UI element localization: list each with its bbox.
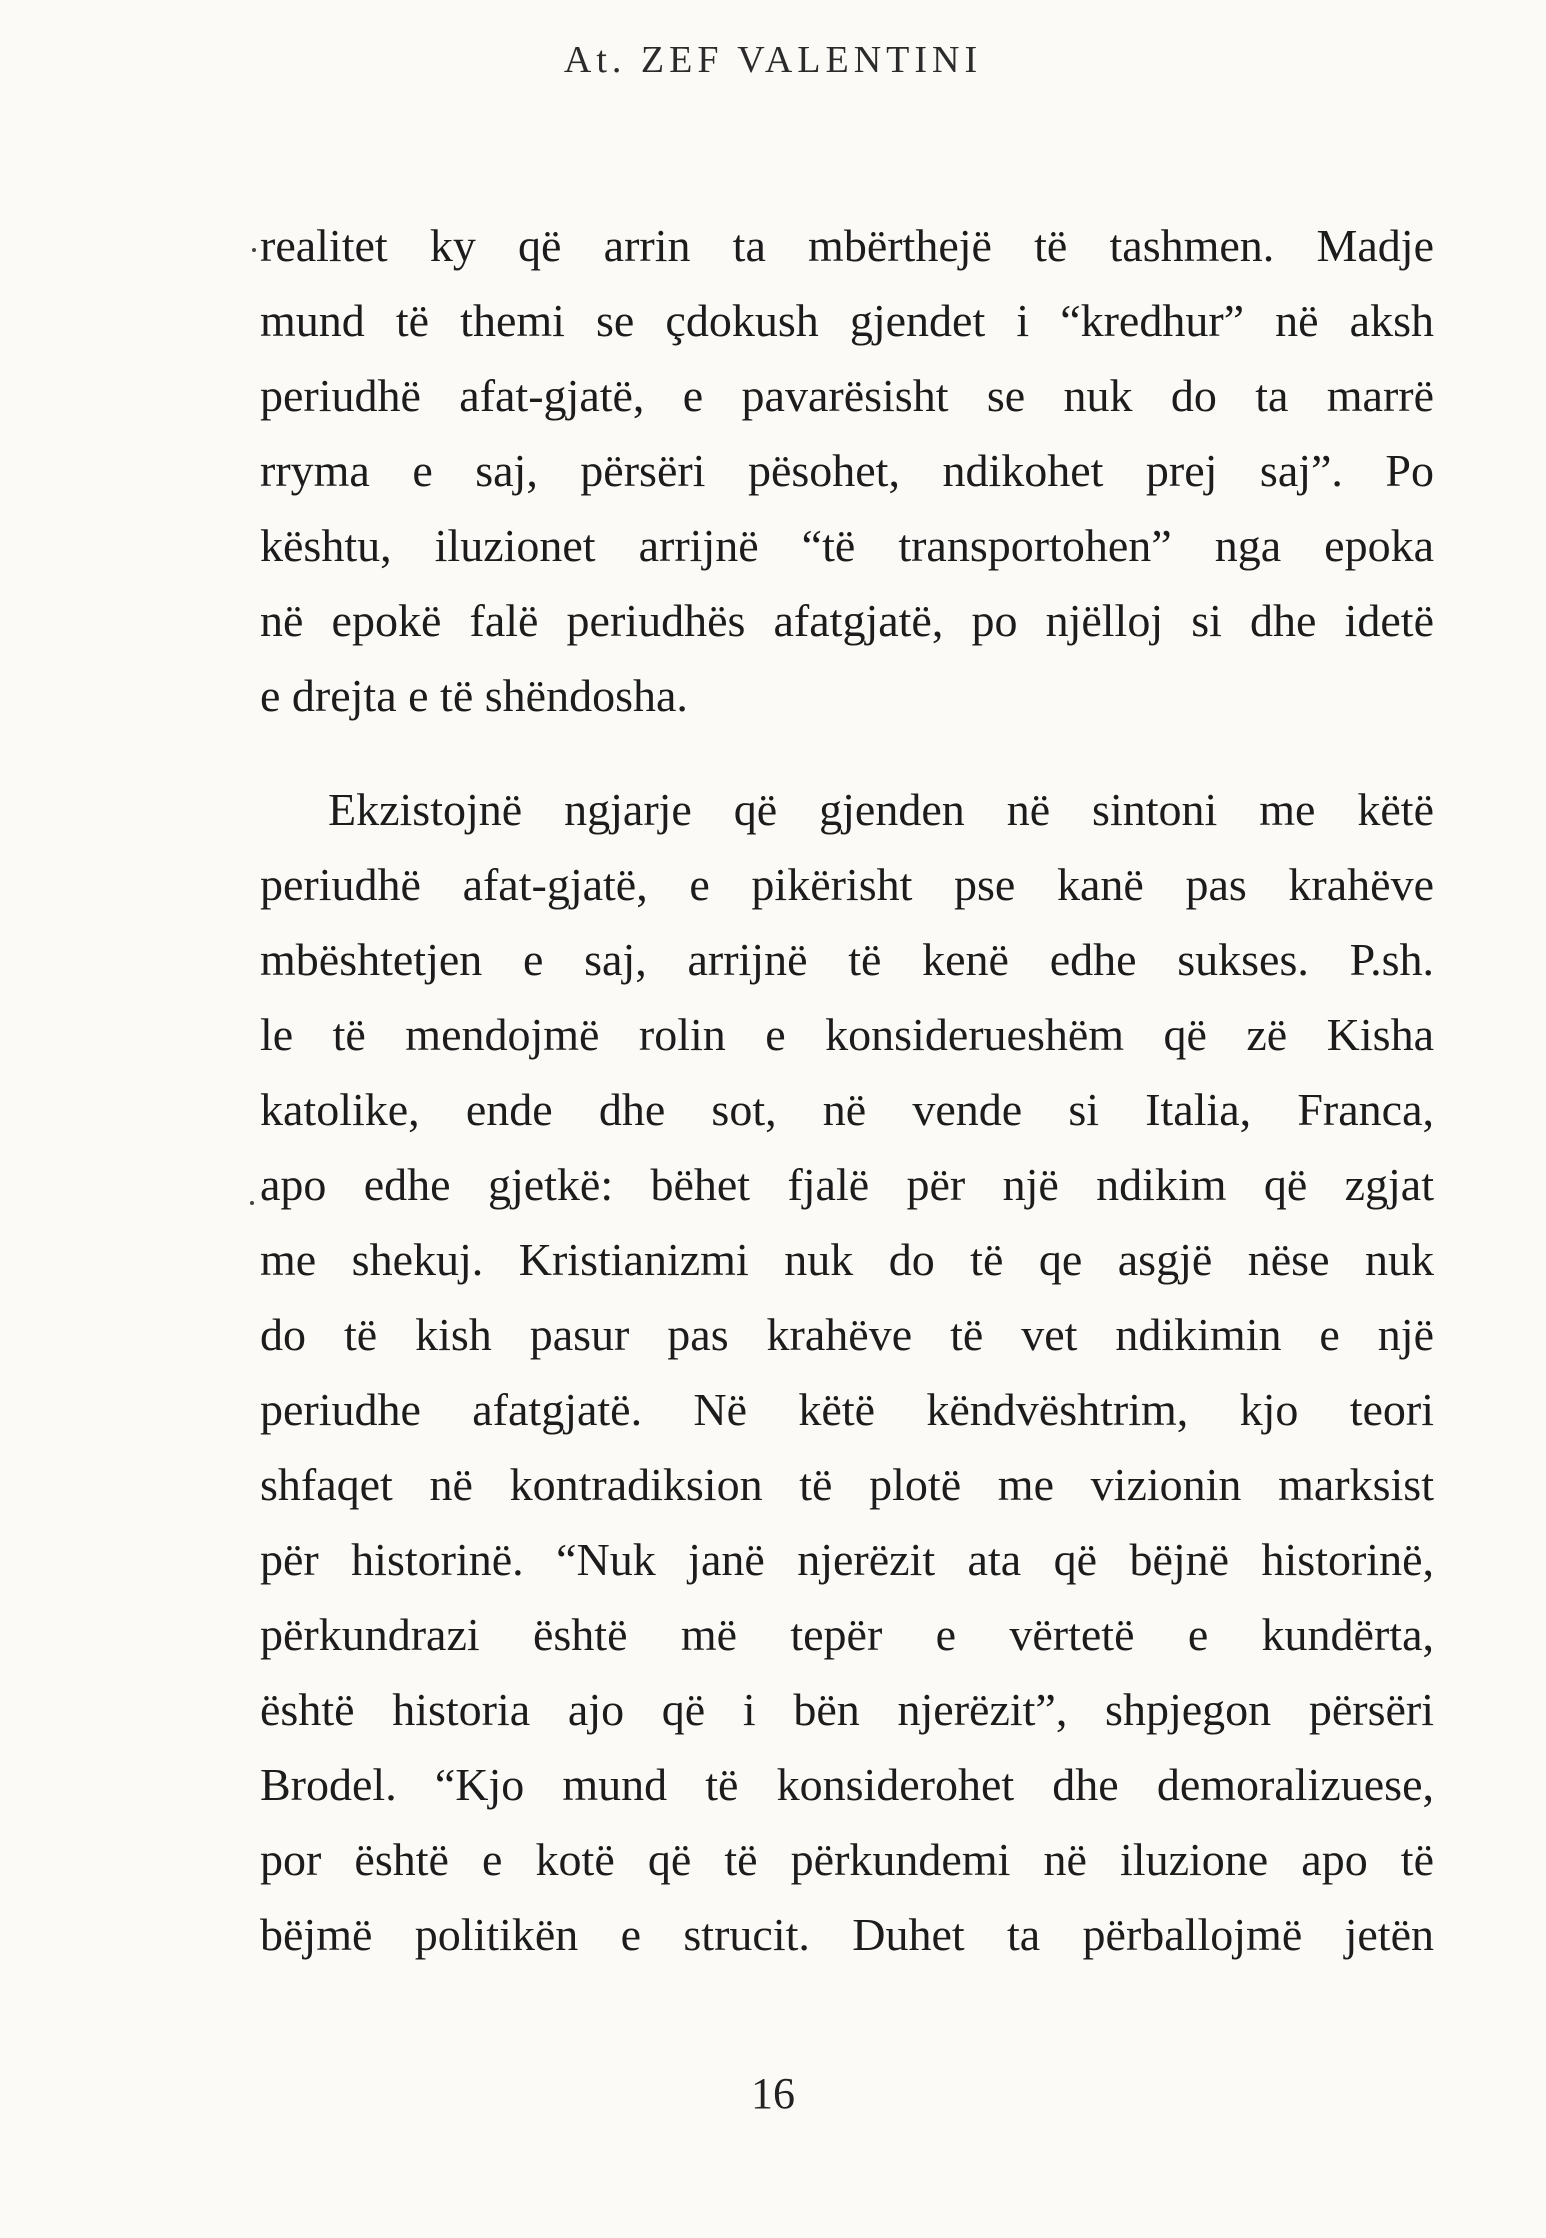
text-line: katolike, ende dhe sot, në vende si Italia, Franca, bbox=[260, 1084, 1434, 1135]
text-line: apo edhe gjetkë: bëhet fjalë për një ndikim që zgjat bbox=[260, 1159, 1434, 1210]
text-line: do të kish pasur pas krahëve të vet ndikimin e një bbox=[260, 1309, 1434, 1360]
text-line: mund të themi se çdokush gjendet i “kredhur” në aksh bbox=[260, 295, 1434, 346]
text-line: Ekzistojnë ngjarje që gjenden në sintoni me këtë bbox=[328, 784, 1434, 835]
text-line: bëjmë politikën e strucit. Duhet ta përballojmë jetën bbox=[260, 1909, 1434, 1960]
text-line: le të mendojmë rolin e konsiderueshëm që zë Kisha bbox=[260, 1009, 1434, 1060]
text-line: shfaqet në kontradiksion të plotë me vizionin marksist bbox=[260, 1459, 1434, 1510]
text-line: periudhë afat-gjatë, e pavarësisht se nuk do ta marrë bbox=[260, 370, 1434, 421]
margin-mark bbox=[252, 248, 256, 252]
text-line: në epokë falë periudhës afatgjatë, po njëlloj si dhe idetë bbox=[260, 595, 1434, 646]
paragraph bbox=[260, 208, 1434, 733]
paragraph bbox=[260, 772, 1434, 1972]
text-line: rryma e saj, përsëri pësohet, ndikohet prej saj”. Po bbox=[260, 445, 1434, 496]
text-line: por është e kotë që të përkundemi në iluzione apo të bbox=[260, 1834, 1434, 1885]
text-line: për historinë. “Nuk janë njerëzit ata që bëjnë historinë, bbox=[260, 1534, 1434, 1585]
running-header: At. ZEF VALENTINI bbox=[563, 39, 983, 81]
text-line: periudhë afat-gjatë, e pikërisht pse kanë pas krahëve bbox=[260, 859, 1434, 910]
page-number: 16 bbox=[751, 2069, 795, 2118]
text-line: kështu, iluzionet arrijnë “të transportohen” nga epoka bbox=[260, 520, 1434, 571]
text-line: me shekuj. Kristianizmi nuk do të qe asgjë nëse nuk bbox=[260, 1234, 1434, 1285]
margin-mark bbox=[250, 1201, 254, 1205]
text-line: mbështetjen e saj, arrijnë të kenë edhe sukses. P.sh. bbox=[260, 934, 1434, 985]
text-line: Brodel. “Kjo mund të konsiderohet dhe demoralizuese, bbox=[260, 1759, 1434, 1810]
text-line: përkundrazi është më tepër e vërtetë e kundërta, bbox=[260, 1609, 1434, 1660]
text-line: realitet ky që arrin ta mbërthejë të tashmen. Madje bbox=[260, 220, 1434, 271]
text-line: periudhe afatgjatë. Në këtë këndvështrim, kjo teori bbox=[260, 1384, 1434, 1435]
text-line: e drejta e të shëndosha. bbox=[260, 670, 688, 721]
text-line: është historia ajo që i bën njerëzit”, shpjegon përsëri bbox=[260, 1684, 1434, 1735]
